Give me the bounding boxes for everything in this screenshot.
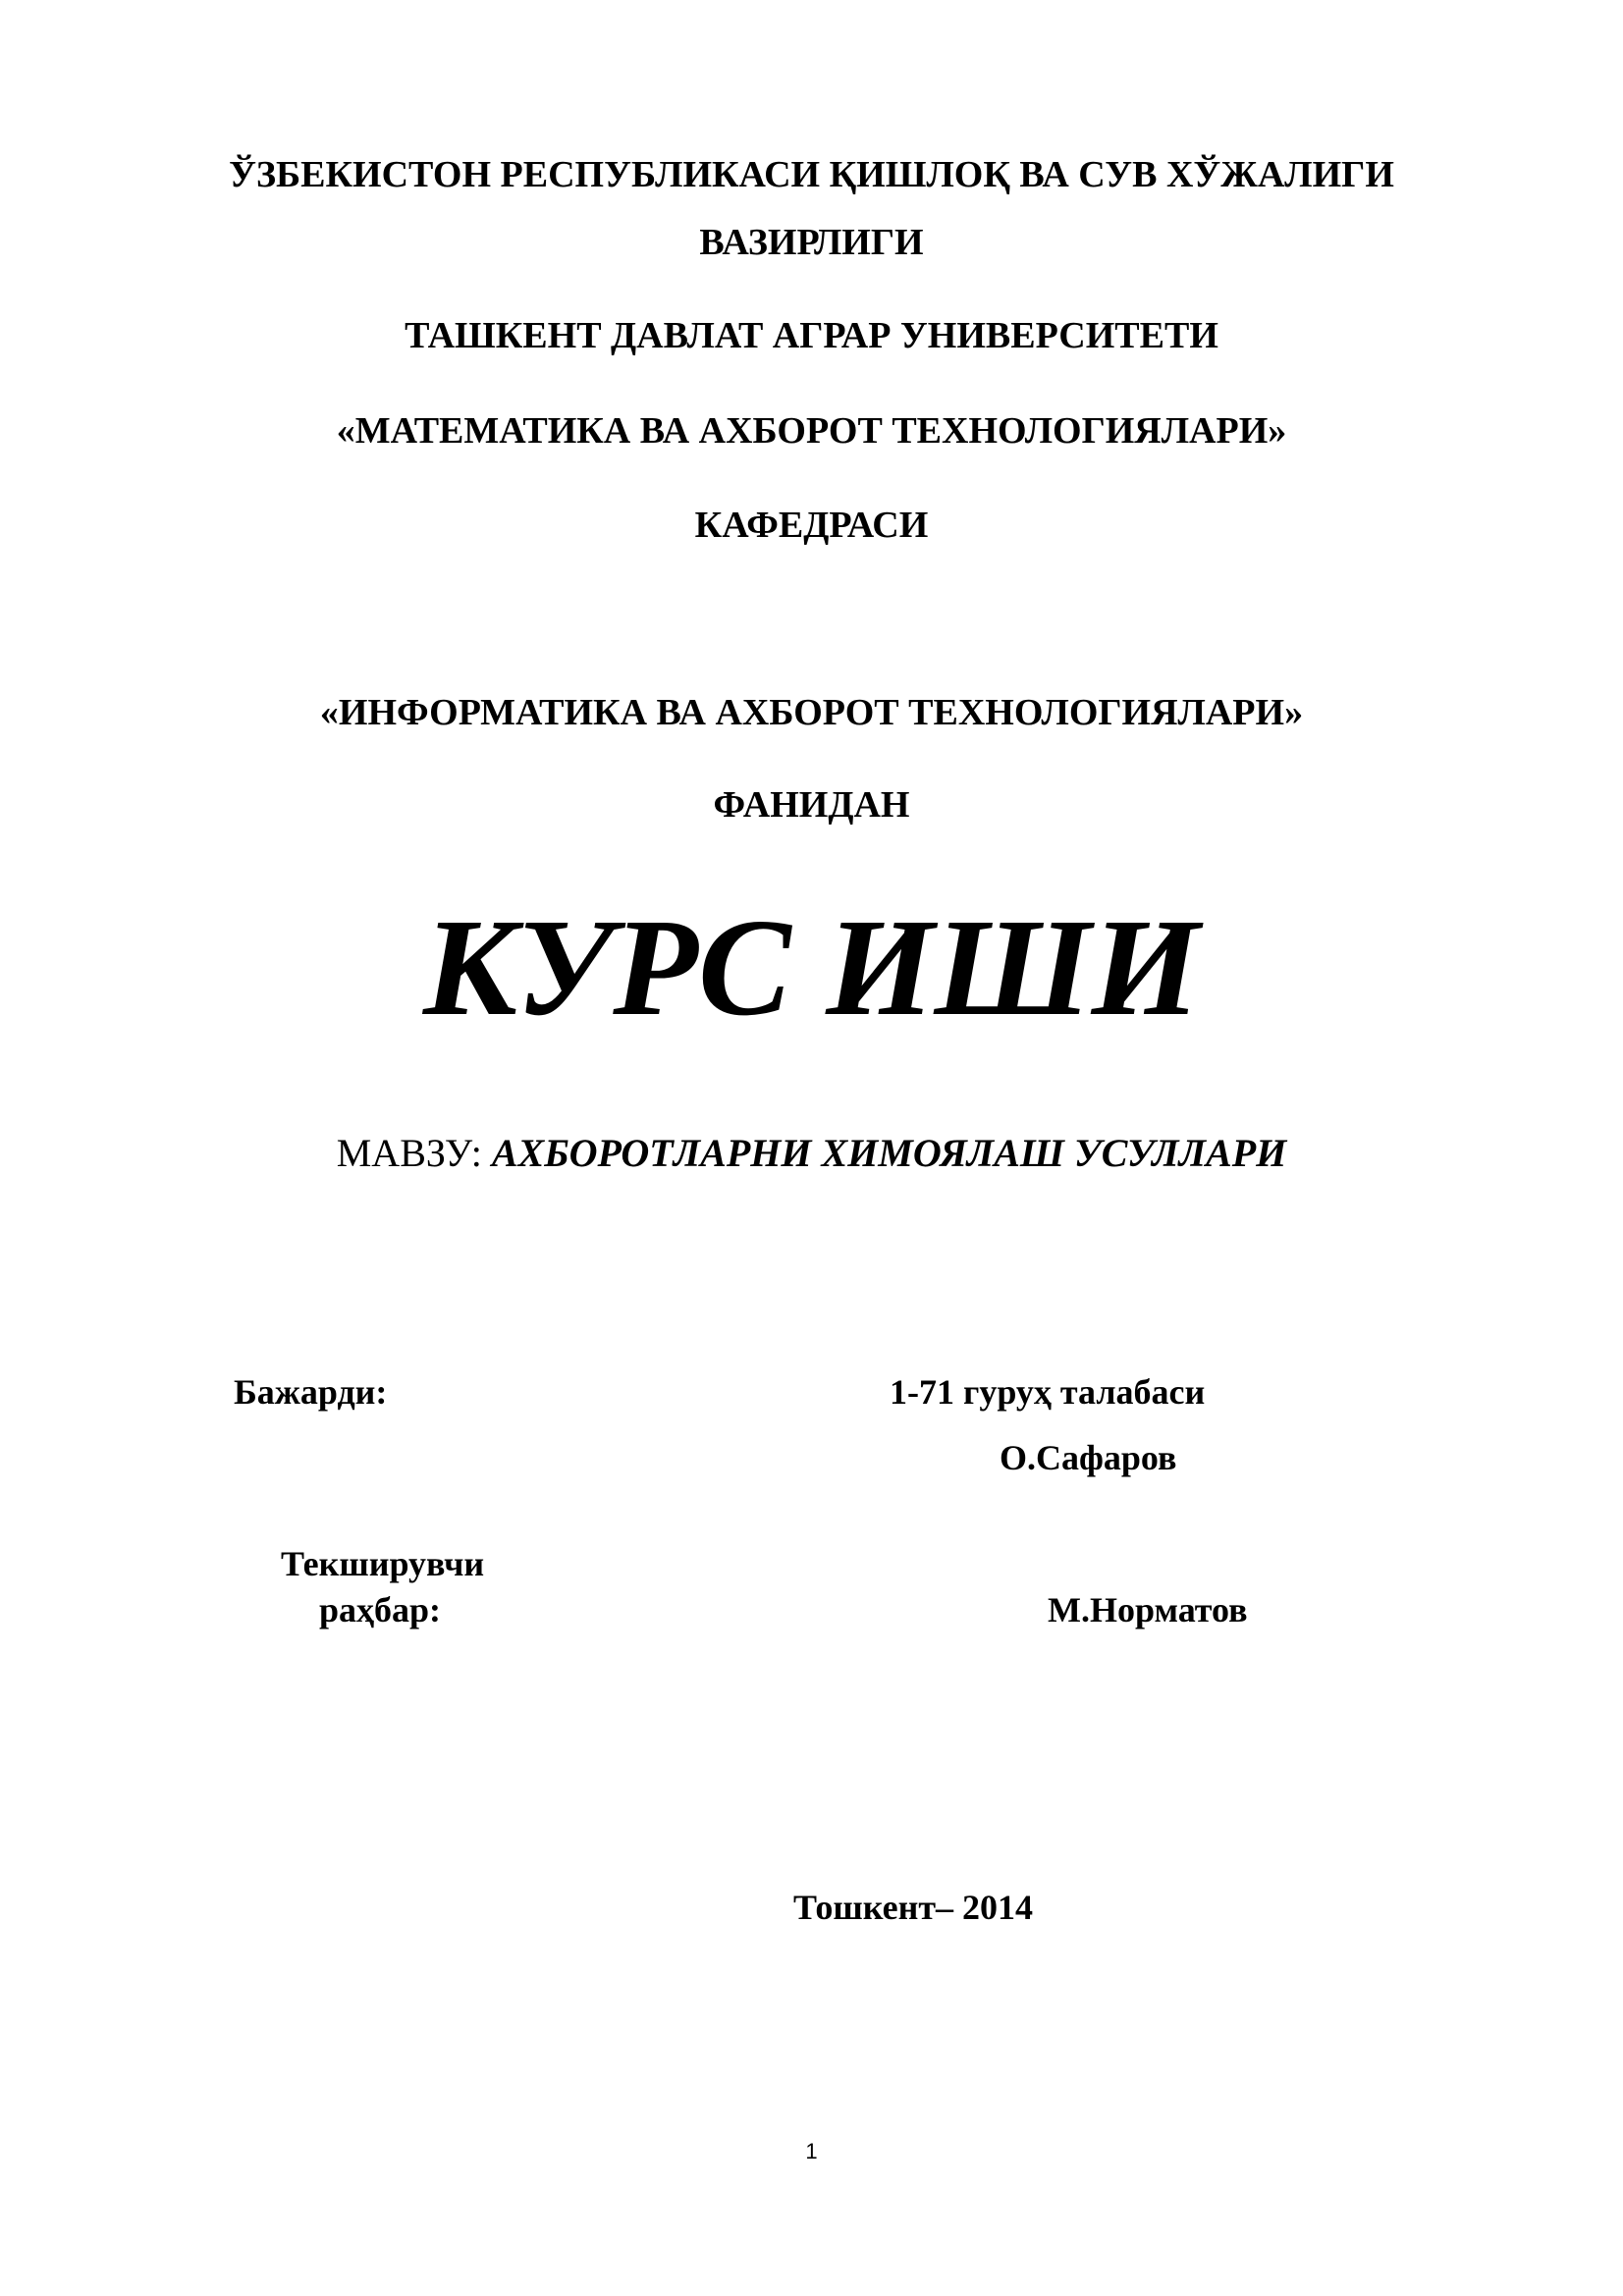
ministry-line-1: ЎЗБЕКИСТОН РЕСПУБЛИКАСИ ҚИШЛОҚ ВА СУВ ХЎЖАЛИГИ	[229, 154, 1394, 195]
city-year: Тошкент– 2014	[792, 1888, 1034, 1927]
supervisor-label-line-2: раҳбар:	[319, 1590, 442, 1629]
department-line-1: «МАТЕМАТИКА ВА АХБОРОТ ТЕХНОЛОГИЯЛАРИ»	[336, 410, 1287, 452]
topic-value: АХБОРОТЛАРНИ ХИМОЯЛАШ УСУЛЛАРИ	[491, 1131, 1287, 1175]
performed-name: О.Сафаров	[1000, 1438, 1177, 1477]
topic-label: МАВЗУ:	[336, 1131, 492, 1175]
topic-line	[0, 1129, 1623, 1178]
subject-line-1: «ИНФОРМАТИКА ВА АХБОРОТ ТЕХНОЛОГИЯЛАРИ»	[319, 692, 1304, 733]
performed-label: Бажарди:	[234, 1372, 388, 1412]
university-name: ТАШКЕНТ ДАВЛАТ АГРАР УНИВЕРСИТЕТИ	[405, 315, 1218, 356]
supervisor-name: М.Норматов	[1048, 1590, 1248, 1629]
supervisor-label-line-1: Текширувчи	[281, 1544, 485, 1583]
subject-line-2: ФАНИДАН	[713, 784, 910, 826]
ministry-line-2: ВАЗИРЛИГИ	[699, 222, 924, 263]
page-number: 1	[805, 2139, 818, 2163]
performed-group: 1-71 гуруҳ талабаси	[890, 1372, 1206, 1412]
document-title: КУРС ИШИ	[423, 889, 1200, 1044]
department-line-2: КАФЕДРАСИ	[694, 505, 929, 546]
